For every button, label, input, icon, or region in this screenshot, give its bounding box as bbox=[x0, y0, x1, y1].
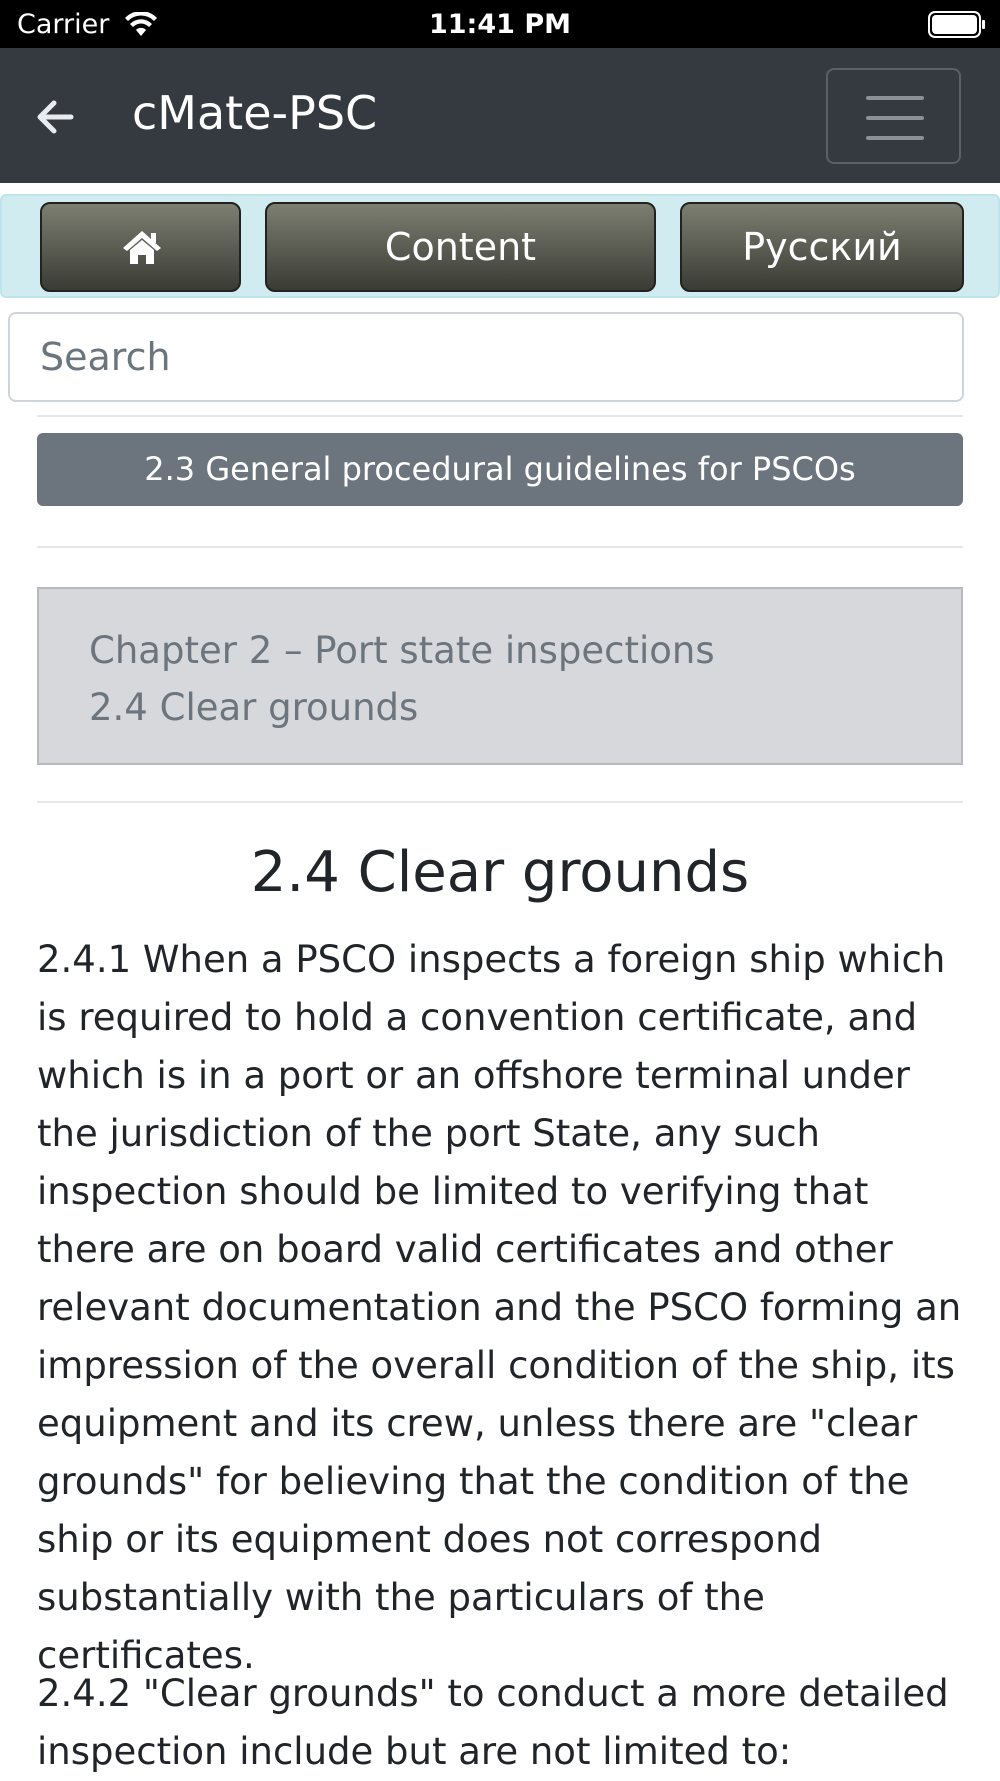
page-title: 2.4 Clear grounds bbox=[250, 840, 750, 905]
home-button[interactable] bbox=[40, 202, 241, 292]
carrier-label: Carrier bbox=[17, 9, 110, 40]
breadcrumb-section: 2.4 Clear grounds bbox=[89, 686, 419, 729]
battery-icon bbox=[928, 11, 986, 38]
paragraph-2-4-2: 2.4.2 "Clear grounds" to conduct a more detailed inspection include but are not limited to: bbox=[37, 1672, 949, 1773]
home-icon bbox=[121, 228, 163, 266]
clock: 11:41 PM bbox=[428, 9, 571, 40]
previous-section-button[interactable]: 2.3 General procedural guidelines for PSCOs bbox=[37, 433, 963, 506]
quick-nav-bar bbox=[0, 194, 1000, 298]
language-button[interactable]: Русский bbox=[680, 202, 964, 292]
paragraph-2-4-1: 2.4.1 When a PSCO inspects a foreign ship which is required to hold a convention certificate, and which is in a port or an offshore terminal under the jurisdiction of the port State, any such inspection should be limited to verifying that there are on board valid certificates and other relevant documentation and the PSCO forming an impression of the overall condition of the ship, its equipment and its crew, unless there are "clear grounds" for believing that the condition of the ship or its equipment does not correspond substantially with the particulars of the certificates. bbox=[37, 938, 962, 1677]
divider bbox=[37, 415, 963, 417]
status-bar bbox=[0, 0, 1000, 48]
menu-toggle-button[interactable] bbox=[826, 68, 961, 164]
top-navbar bbox=[0, 48, 1000, 183]
search-input[interactable] bbox=[8, 312, 964, 402]
divider bbox=[37, 546, 963, 548]
app-title: cMate-PSC bbox=[132, 86, 378, 140]
divider bbox=[37, 801, 963, 803]
hamburger-icon bbox=[866, 96, 924, 100]
breadcrumb bbox=[37, 587, 963, 765]
breadcrumb-chapter: Chapter 2 – Port state inspections bbox=[89, 629, 715, 672]
content-button[interactable]: Content bbox=[265, 202, 656, 292]
back-arrow-icon[interactable] bbox=[36, 100, 74, 134]
